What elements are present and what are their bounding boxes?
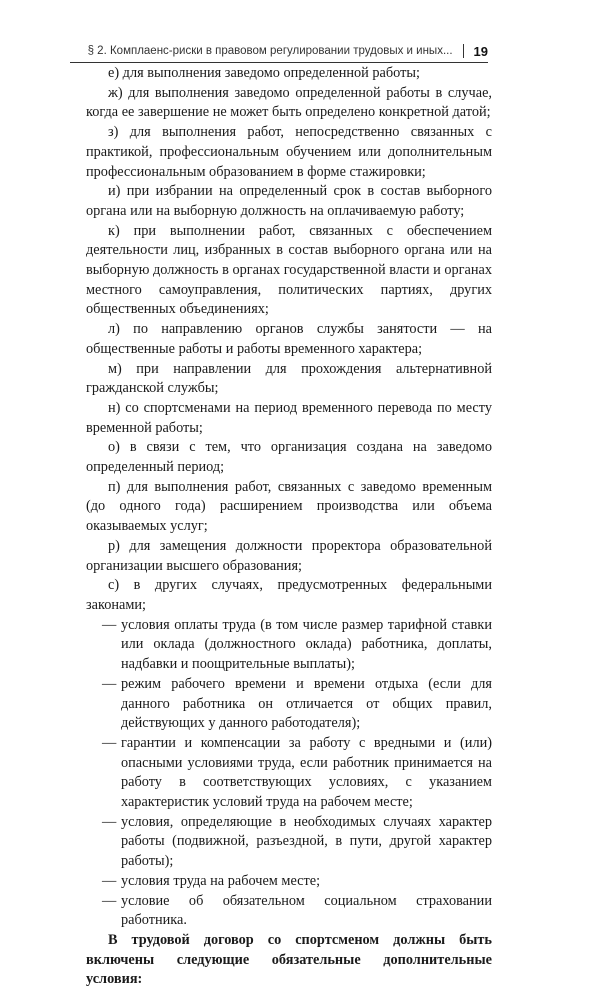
dash-bullet: —	[102, 872, 117, 889]
list-item-r: р) для замещения должности проректора образовательной организации высшего образования;	[86, 537, 492, 574]
running-header	[70, 40, 488, 63]
dash-list-item-text: условие об обязательном социальном страховании работника.	[121, 892, 492, 929]
list-item-m: м) при направлении для прохождения альтернативной гражданской службы;	[86, 360, 492, 397]
dash-bullet: —	[102, 892, 117, 909]
list-item-l: л) по направлению органов службы занятости — на общественные работы и работы временного характера;	[86, 321, 492, 357]
dash-list-item	[102, 616, 492, 675]
closing-bold-paragraph: В трудовой договор со спортсменом должны быть включены следующие обязательные дополнительные условия:	[86, 931, 492, 988]
page-number: 19	[473, 43, 488, 59]
dash-list-item-text: режим рабочего времени и времени отдыха (если для данного работника он отличается от общих правил, действующих у данного работодателя);	[121, 675, 492, 732]
header-divider	[463, 44, 464, 58]
dash-bullet: —	[102, 813, 117, 830]
running-header-title: § 2. Комплаенс-риски в правовом регулировании трудовых и иных...	[87, 45, 453, 57]
dash-bullet: —	[102, 616, 117, 633]
dash-list-item	[102, 813, 492, 872]
dash-list-item-text: условия, определяющие в необходимых случаях характер работы (подвижной, разъездной, в пути, другой характер работы);	[121, 813, 492, 870]
list-item-n: н) со спортсменами на период временного перевода по месту временной работы;	[86, 399, 492, 436]
dash-list-item	[102, 892, 492, 931]
list-item-i: и) при избрании на определенный срок в состав выборного органа или на выборную должность на оплачиваемую работу;	[86, 183, 492, 219]
dash-list-item-text: условия оплаты труда (в том числе размер тарифной ставки или оклада (должностного оклада) работника, доплаты, надбавки и поощрительные выплаты);	[121, 616, 492, 673]
list-item-zh: ж) для выполнения заведомо определенной работы в случае, когда ее завершение не может быть определено конкретной датой;	[86, 84, 492, 121]
list-item-o: о) в связи с тем, что организация создана на заведомо определенный период;	[86, 439, 492, 476]
list-item-s: с) в других случаях, предусмотренных федеральными законами;	[86, 577, 492, 613]
dash-list-item	[102, 734, 492, 813]
page-body	[86, 64, 492, 990]
dash-list-item-text: условия труда на рабочем месте;	[121, 872, 321, 889]
dash-bullet: —	[102, 675, 117, 692]
list-item-e: е) для выполнения заведомо определенной работы;	[108, 65, 420, 81]
dash-list-item	[102, 872, 492, 892]
list-item-p: п) для выполнения работ, связанных с заведомо временным (до одного года) расширением производства или объема оказываемых услуг;	[86, 478, 492, 535]
dash-list-item	[102, 675, 492, 734]
dash-list-item-text: гарантии и компенсации за работу с вредными и (или) опасными условиями труда, если работник принимается на работу в соответствующих условиях, с указанием характеристик условий труда на рабочем месте;	[121, 734, 492, 811]
list-item-z: з) для выполнения работ, непосредственно связанных с практикой, профессиональным обучением или дополнительным профессиональным образованием в форме стажировки;	[86, 124, 492, 180]
list-item-k: к) при выполнении работ, связанных с обеспечением деятельности лиц, избранных в состав выборного органа или на выборную должность в органах государственной власти и органах местного самоуправления, политических партиях, других общественных объединениях;	[86, 222, 492, 318]
dash-bullet: —	[102, 734, 117, 751]
